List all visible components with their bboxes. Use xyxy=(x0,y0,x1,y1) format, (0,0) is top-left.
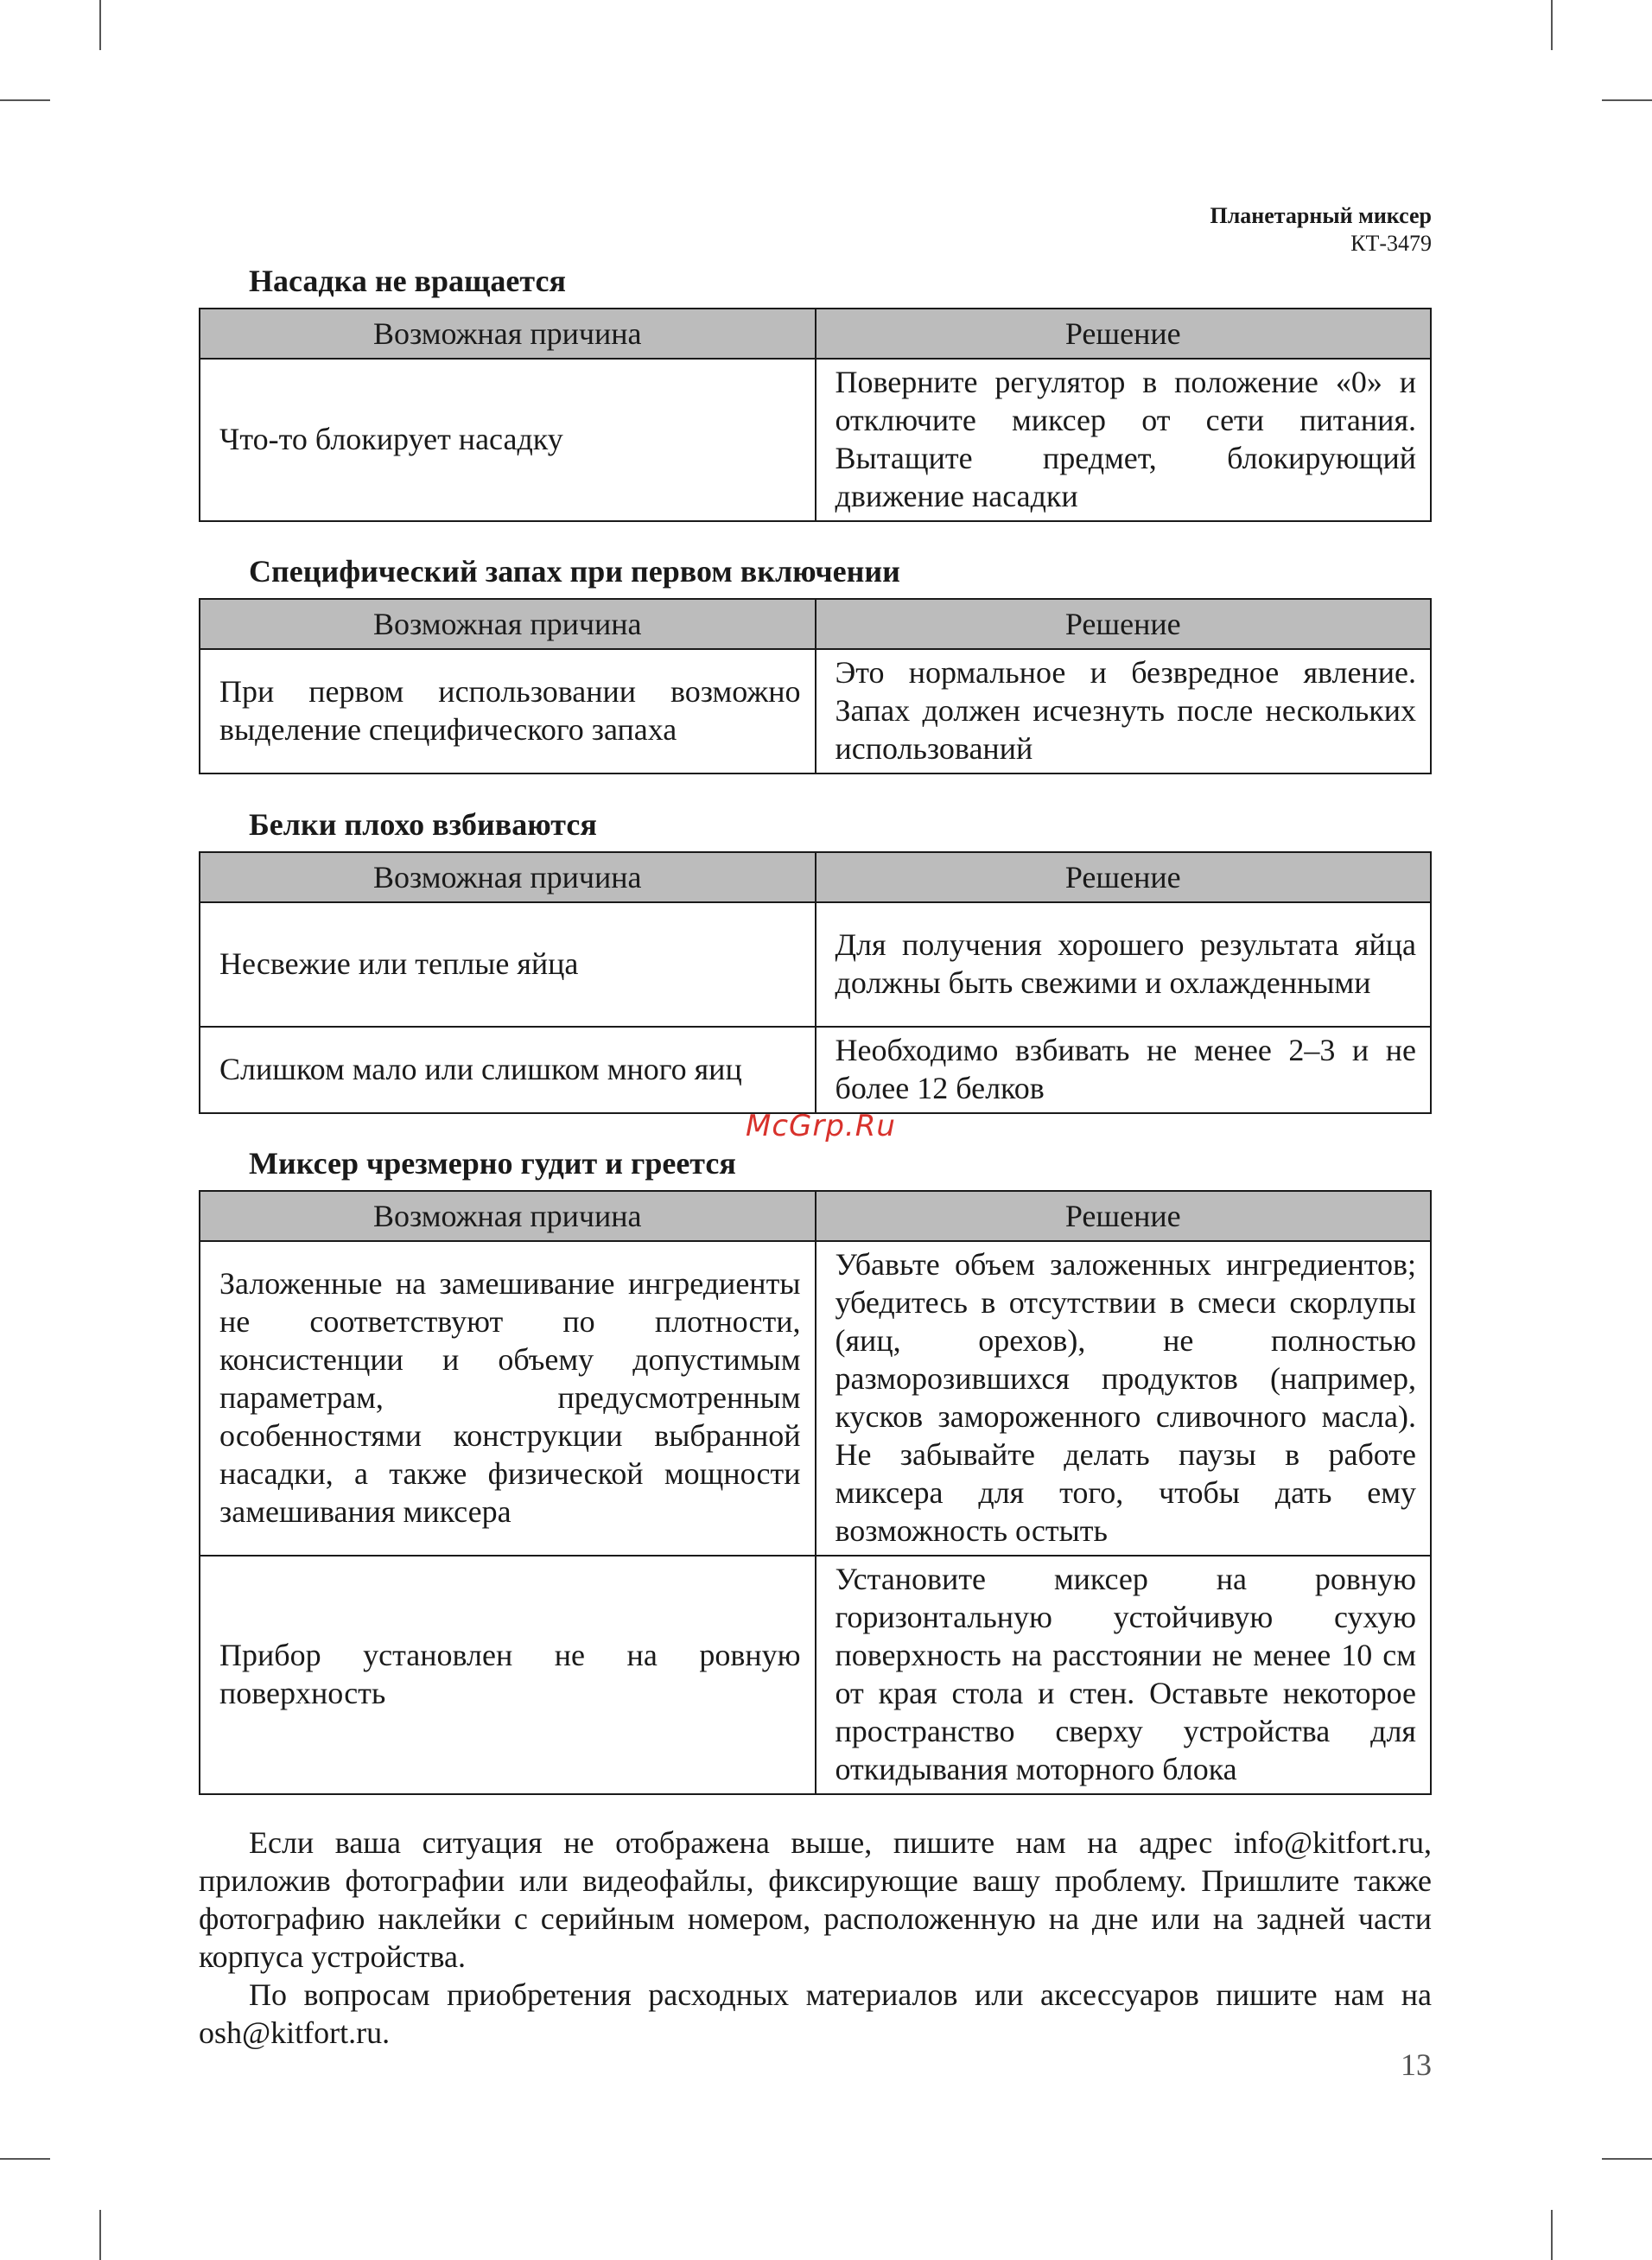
product-name: Планетарный миксер xyxy=(1210,203,1432,228)
solution-cell: Убавьте объем заложенных ингредиентов; убедитесь в отсутствии в смеси скорлупы (яиц, орехов), не полностью разморозившихся продуктов (например, кусков замороженного сливочного масла). Не забывайте делать паузы в работе миксера для того, чтобы дать ему возможность остыть xyxy=(816,1241,1432,1556)
section-attachment-not-rotating xyxy=(199,261,1432,522)
crop-mark-bottom-right xyxy=(1551,2210,1553,2260)
cause-cell: Прибор установлен не на ровную поверхность xyxy=(200,1556,816,1794)
header-solution: Решение xyxy=(816,1191,1432,1241)
contact-info xyxy=(199,1824,1432,2052)
troubleshooting-table xyxy=(199,598,1432,774)
crop-mark-left-bottom xyxy=(0,2158,50,2160)
contact-paragraph-accessories: По вопросам приобретения расходных материалов или аксессуаров пишите нам на osh@kitfort.ru. xyxy=(199,1977,1432,2050)
header-solution: Решение xyxy=(816,599,1432,649)
crop-mark-left-top xyxy=(0,99,50,101)
section-whites-poorly-whipped xyxy=(199,805,1432,1114)
watermark: McGrp.Ru xyxy=(746,1109,896,1143)
solution-cell: Это нормальное и безвредное явление. Запах должен исчезнуть после нескольких использований xyxy=(816,649,1432,773)
header-cause: Возможная причина xyxy=(200,599,816,649)
solution-cell: Установите миксер на ровную горизонтальную устойчивую сухую поверхность на расстоянии не менее 10 см от края стола и стен. Оставьте некоторое пространство сверху устройства для откидывания моторного блока xyxy=(816,1556,1432,1794)
section-title: Насадка не вращается xyxy=(249,264,566,298)
solution-cell: Необходимо взбивать не менее 2–3 и не более 12 белков xyxy=(816,1027,1432,1113)
table-row xyxy=(200,1027,1431,1113)
table-row xyxy=(200,649,1431,773)
section-title: Белки плохо взбиваются xyxy=(249,807,597,842)
crop-mark-top-left xyxy=(99,0,101,50)
troubleshooting-table xyxy=(199,1190,1432,1795)
crop-mark-bottom-left xyxy=(99,2210,101,2260)
troubleshooting-table xyxy=(199,851,1432,1114)
troubleshooting-table xyxy=(199,308,1432,522)
solution-cell: Поверните регулятор в положение «0» и отключите миксер от сети питания. Вытащите предмет, блокирующий движение насадки xyxy=(816,359,1432,521)
table-row xyxy=(200,359,1431,521)
header-cause: Возможная причина xyxy=(200,1191,816,1241)
table-header-row xyxy=(200,1191,1431,1241)
section-mixer-hums-and-heats xyxy=(199,1143,1432,1795)
table-row xyxy=(200,902,1431,1027)
crop-mark-top-right xyxy=(1551,0,1553,50)
table-row xyxy=(200,1556,1431,1794)
header-solution: Решение xyxy=(816,852,1432,902)
header-cause: Возможная причина xyxy=(200,309,816,359)
cause-cell: Заложенные на замешивание ингредиенты не соответствуют по плотности, консистенции и объему допустимым параметрам, предусмотренным особенностями конструкции выбранной насадки, а также физической мощности замешивания миксера xyxy=(200,1241,816,1556)
section-specific-smell xyxy=(199,551,1432,774)
section-title: Миксер чрезмерно гудит и греется xyxy=(249,1146,736,1181)
crop-mark-right-bottom xyxy=(1602,2158,1652,2160)
page-number: 13 xyxy=(1401,2047,1432,2082)
header-cause: Возможная причина xyxy=(200,852,816,902)
cause-cell: Несвежие или теплые яйца xyxy=(200,902,816,1027)
table-header-row xyxy=(200,309,1431,359)
table-header-row xyxy=(200,599,1431,649)
cause-cell: При первом использовании возможно выделение специфического запаха xyxy=(200,649,816,773)
solution-cell: Для получения хорошего результата яйца должны быть свежими и охлажденными xyxy=(816,902,1432,1027)
crop-mark-right-top xyxy=(1602,99,1652,101)
cause-cell: Что-то блокирует насадку xyxy=(200,359,816,521)
page-header xyxy=(1210,201,1432,257)
header-solution: Решение xyxy=(816,309,1432,359)
section-title: Специфический запах при первом включении xyxy=(249,554,900,589)
table-row xyxy=(200,1241,1431,1556)
table-header-row xyxy=(200,852,1431,902)
cause-cell: Слишком мало или слишком много яиц xyxy=(200,1027,816,1113)
contact-paragraph-support: Если ваша ситуация не отображена выше, пишите нам на адрес info@kitfort.ru, приложив фотографии или видеофайлы, фиксирующие вашу проблему. Пришлите также фотографию наклейки с серийным номером, расположенную на дне или на задней части корпуса устройства. xyxy=(199,1825,1432,1974)
product-model: КТ-3479 xyxy=(1350,231,1432,256)
